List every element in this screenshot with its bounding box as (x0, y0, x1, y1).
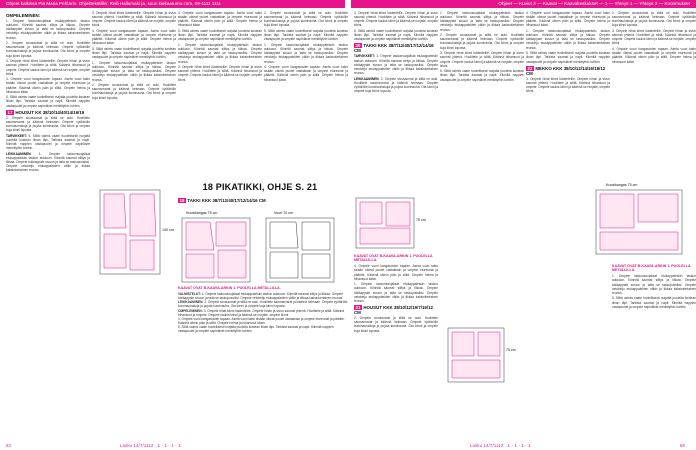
paragraph: 2. Ompele sivusaumat ja silitä ne auki. Huolittele saumanvarat ja käännä helmaan. Ompele vyötärölle kuminauhakuja ja pujota kuminauha. Ota kiinni ja ompele kuja kiinni lopusta. (264, 11, 348, 28)
cutting-layout-22 (536, 182, 686, 258)
diagram-label: Kuosikangas 75 cm (606, 183, 638, 187)
left-page-header: Ohjeet kaikissa Pia Maria Pehtarin. Ohjeittekstillin: Reili Hallamaki ja, suun kiekaatumo.com, 09-1111 1111 (0, 0, 345, 8)
left-page-column-3 (178, 11, 262, 83)
paragraph: 1. Ompele taskunsuojalisat etukappaleisiin taskun aukkoon. Kiinnitä saumat silitys ja tikkaa. Ompele tukikappale sivuun ja taita se taskupussiksi. Ompele vetoketju etukappaleiden väliin ja tikkaa kaksinkertainen reunus. (264, 42, 348, 64)
right-page-column-2 (440, 11, 524, 83)
label: LEIKKAAMINEN: (6, 151, 32, 156)
right-page-column-1: 3. Ompele hihat kiinni kädenteille. Ompele hihan ja sivun saumat yhtenä. Huolittele ja silitä. Käännä hihansuut ja ompele. Ompele kaulus kiinni ja käännä se nurjalle, ompele kiinni. 5. Silitä valmis vaate huolellisesti nurjalta puolelta kostean liinan läpi. Tarkista saumat ja napit. Kiinnitä nappien vastapuolet ja ompele napinlävet merkittyihin kohtiin. 20 TAKKI KKK 38/7/12/40/17/12/14/16 CM TARVIKKEET: 1. Ompele taskunsuojalisat etukappaleisiin taskun aukkoon. Kiinnitä saumat silitys ja tikkaa. Ompele tukikappale sivuun ja taita se taskupussiksi. Ompele vetoketju etukappaleiden väliin ja tikkaa kaksinkertainen reunus. LEIKKAAMINEN: 2. Ompele sivusaumat ja silitä ne auki. Huolittele saumanvarat ja käännä helmaan. Ompele vyötärölle kuminauhakuja ja pujota kuminauha. Ota kiinni ja ompele kuja kiinni lopusta. (354, 11, 439, 94)
paragraph: 3. Ompele hihat kiinni kädenteille. Ompele hihan ja sivun saumat yhtenä. Huolittele ja silitä. Käännä hihansuut ja ompele. Ompele kaulus kiinni ja käännä se nurjalle, ompele kiinni. (178, 65, 262, 82)
diagram-label: Vuori 70 cm (274, 211, 294, 215)
paragraph: 1. Ompele taskunsuojalisat etukappaleisiin taskun aukkoon. Kiinnitä saumat silitys ja tikkaa. Ompele tukikappale sivuun ja taita se taskupussiksi. Ompele vetoketju etukappaleiden väliin ja tikkaa kaksinkertainen reunus. (440, 11, 524, 32)
right-page-header: Ohjeet — Kuviot 3 — Kaavat — Kaavakeskukset — 1 — Yhteys 1 — Yhteys 2 — Koonmukset (351, 0, 696, 8)
paragraph: 1. Ompele taskunsuojalisat etukappaleisiin taskun aukkoon. Kiinnitä saumat silitys ja tikkaa. Ompele tukikappale sivuun ja taita se taskupussiksi. Ompele vetoketju etukappaleiden väliin ja tikkaa kaksinkertainen reunus. (178, 42, 262, 64)
paragraph: 4. Ompele vuori kangasosien tapaan. Aseta vuori takin sisään oikeat puolet vastakkain ja ompele etureunat ja pääntie. Käännä oikein päin ja silitä. Ompele helma ja hihansuut käsin. (6, 77, 90, 94)
cutting-layout-20 (354, 196, 444, 250)
paragraph: 5. Silitä valmis vaate huolellisesti nurjalta puolelta kostean liinan läpi. Tarkista saumat ja napit. Kiinnitä nappien vastapuolet ja ompele napinlävet merkittyihin kohtiin. (6, 133, 90, 151)
paragraph: 3. Ompele hihat kiinni kädenteille. Ompele hihan ja sivun saumat yhtenä. Huolittele ja silitä. Käännä hihansuut ja ompele. Ompele kaulus kiinni ja käännä se nurjalle, ompele kiinni. (440, 51, 524, 68)
cutting-layout-19 (180, 210, 340, 284)
paragraph: 2. Ompele sivusaumat ja silitä ne auki. Huolittele saumanvarat ja käännä helmaan. Ompele vyötärölle kuminauhakuja ja pujota kuminauha. Ota kiinni ja ompele kuja kiinni lopusta. (440, 33, 524, 50)
paragraph: 5. Silitä valmis vaate huolellisesti nurjalta puolelta kostean liinan läpi. Tarkista saumat ja napit. Kiinnitä nappien vastapuolet ja ompele napinlävet merkittyihin kohtiin. (92, 47, 176, 60)
cutting-layout-21 (446, 326, 526, 386)
right-page-number: 65 (680, 443, 686, 448)
paragraph: 3. Ompele hihat kiinni kädenteille. Ompele hihan ja sivun saumat yhtenä. Huolittele ja silitä. Käännä hihansuut ja ompele. Ompele kaulus kiinni ja käännä se nurjalle, ompele kiinni. (354, 11, 438, 28)
left-page-column-4 (264, 11, 348, 83)
paragraph: 5. Silitä valmis vaate huolellisesti nurjalta puolelta kostean liinan läpi. Tarkista saumat ja napit. Kiinnitä nappien vastapuolet ja ompele napinlävet merkittyihin kohtiin. (440, 69, 524, 82)
kaavat-note: KAAVAT OVAT B-KAAVA-ARKIN 1. PUOLELLA METALLILLA. (178, 286, 281, 290)
paragraph: 1. Ompele taskunsuojalisat etukappaleisiin taskun aukkoon. Kiinnitä saumat silitys ja tikkaa. Ompele tukikappale sivuun ja taita se taskupussiksi. Ompele vetoketju etukappaleiden väliin ja tikkaa kaksinkertainen reunus. (92, 60, 176, 82)
paragraph: 4. Ompele vuori kangasosien tapaan. Aseta vuori takin sisään oikeat puolet vastakkain ja ompele etureunat ja pääntie. Käännä oikein päin ja silitä. Ompele helma ja hihansuut käsin. (264, 65, 348, 82)
left-page-number: 63 (6, 443, 12, 448)
paragraph: 3. Ompele hihat kiinni kädenteille. Ompele hihan ja sivun saumat yhtenä. Huolittele ja silitä. Käännä hihansuut ja ompele. Ompele kaulus kiinni ja käännä se nurjalle, ompele kiinni. (92, 11, 176, 28)
right-footer: Lasku 14/7/1112 · 1 · 1 · 1 · 1 (470, 443, 531, 448)
paragraph: 3. Ompele hihat kiinni kädenteille. Ompele hihan ja sivun saumat yhtenä. Huolittele ja silitä. Käännä hihansuut ja ompele. Ompele kaulus kiinni ja käännä se nurjalle, ompele kiinni. (6, 59, 90, 76)
pattern-19: 19 TAKKI KKK 38/7/12/40/17/12/14/16 CM (179, 198, 266, 203)
paragraph: 4. Ompele vuori kangasosien tapaan. Aseta vuori takin sisään oikeat puolet vastakkain ja ompele etureunat ja pääntie. Käännä oikein päin ja silitä. Ompele helma ja hihansuut käsin. (178, 11, 262, 28)
right-page-column-3: 4. Ompele vuori kangasosien tapaan. Aseta vuori takin sisään oikeat puolet vastakkain ja ompele etureunat ja pääntie. Käännä oikein päin ja silitä. Ompele helma ja hihansuut käsin. 1. Ompele taskunsuojalisat etukappaleisiin taskun aukkoon. Kiinnitä saumat silitys ja tikkaa. Ompele tukikappale sivuun ja taita se taskupussiksi. Ompele vetoketju etukappaleiden väliin ja tikkaa kaksinkertainen reunus. 5. Silitä valmis vaate huolellisesti nurjalta puolelta kostean liinan läpi. Tarkista saumat ja napit. Kiinnitä nappien vastapuolet ja ompele napinlävet merkittyihin kohtiin. 22 MEKKO KKK 38/10/12/14/16/19/12 CM 3. Ompele hihat kiinni kädenteille. Ompele hihan ja sivun saumat yhtenä. Huolittele ja silitä. Käännä hihansuut ja ompele. Ompele kaulus kiinni ja käännä se nurjalle, ompele kiinni. (526, 11, 610, 94)
paragraph: 5. Silitä valmis vaate huolellisesti nurjalta puolelta kostean liinan läpi. Tarkista saumat ja napit. Kiinnitä nappien vastapuolet ja ompele napinlävet merkittyihin kohtiin. (526, 51, 610, 64)
section-heading: OMPELEMINEN: (6, 13, 41, 18)
paragraph: 1. Ompele taskunsuojalisat etukappaleisiin taskun aukkoon. Kiinnitä saumat silitys ja tikkaa. Ompele tukikappale sivuun ja taita se taskupussiksi. Ompele vetoketju etukappaleiden väliin ja tikkaa kaksinkertainen reunus. (526, 29, 610, 50)
pattern-18-title: 18 PIKATIKKI, OHJE S. 21 (202, 182, 318, 192)
right-page-column-1b: KAAVAT OVAT B-KAAVA-ARKIN 1. PUOLELLA METALLILLA. 4. Ompele vuori kangasosien tapaan. Aseta vuori takin sisään oikeat puolet vastakkain ja ompele etureunat ja pääntie. Käännä oikein päin ja silitä. Ompele helma ja hihansuut käsin. 1. Ompele taskunsuojalisat etukappaleisiin taskun aukkoon. Kiinnitä saumat silitys ja tikkaa. Ompele tukikappale sivuun ja taita se taskupussiksi. Ompele vetoketju etukappaleiden väliin ja tikkaa kaksinkertainen reunus. 21 HOUSUT KKK 38/10/12/19/7/19/12 CM 2. Ompele sivusaumat ja silitä ne auki. Huolittele saumanvarat ja käännä helmaan. Ompele vyötärölle kuminauhakuja ja pujota kuminauha. Ota kiinni ja ompele kuja kiinni lopusta. (354, 254, 438, 333)
left-page-column-1 (6, 11, 90, 174)
pattern-heading-21: 21 HOUSUT KKK 38/10/12/19/7/19/12 CM (354, 305, 433, 316)
paragraph: 1. Ompele taskunsuojalisat etukappaleisiin taskun aukkoon. Kiinnitä saumat silitys ja tikkaa. Ompele tukikappale sivuun ja taita se taskupussiksi. Ompele vetoketju etukappaleiden väliin ja tikkaa kaksinkertainen reunus. (6, 19, 90, 40)
paragraph: 2. Ompele sivusaumat ja silitä ne auki. Huolittele saumanvarat ja käännä helmaan. Ompele vyötärölle kuminauhakuja ja pujota kuminauha. Ota kiinni ja ompele kuja kiinni lopusta. (6, 115, 90, 133)
diagram-label: 75 cm (416, 218, 426, 222)
left-footer: Lasku 14/7/1112 · 1 · 1 · 1 · 1 (120, 443, 181, 448)
label: TARVIKKEET: (6, 133, 27, 138)
right-page-column-4b: KAAVAT OVAT B-KAAVA-ARKIN 1. PUOLELLA METALLILLA. 1. Ompele taskunsuojalisat etukappaleisiin taskun aukkoon. Kiinnitä saumat silitys ja tikkaa. Ompele tukikappale sivuun ja taita se taskupussiksi. Ompele vetoketju etukappaleiden väliin ja tikkaa kaksinkertainen reunus. 5. Silitä valmis vaate huolellisesti nurjalta puolelta kostean liinan läpi. Tarkista saumat ja napit. Kiinnitä nappien vastapuolet ja ompele napinlävet merkittyihin kohtiin. (612, 264, 696, 309)
diagram-label: 75 cm (506, 348, 516, 352)
paragraph: 5. Silitä valmis vaate huolellisesti nurjalta puolelta kostean liinan läpi. Tarkista saumat ja napit. Kiinnitä nappien vastapuolet ja ompele napinlävet merkittyihin kohtiin. (264, 29, 348, 42)
paragraph: 4. Ompele vuori kangasosien tapaan. Aseta vuori takin sisään oikeat puolet vastakkain ja ompele etureunat ja pääntie. Käännä oikein päin ja silitä. Ompele helma ja hihansuut käsin. (92, 29, 176, 46)
paragraph: 5. Silitä valmis vaate huolellisesti nurjalta puolelta kostean liinan läpi. Tarkista saumat ja napit. Kiinnitä nappien vastapuolet ja ompele napinlävet merkittyihin kohtiin. (6, 95, 90, 108)
diagram-label: Kuosikangas 75 cm (186, 211, 218, 215)
paragraph: 1. Ompele taskunsuojalisat etukappaleisiin taskun aukkoon. Kiinnitä saumat silitys ja tikkaa. Ompele tukikappale sivuun ja taita se taskupussiksi. Ompele vetoketju etukappaleiden väliin ja tikkaa kaksinkertainen reunus. (6, 151, 90, 173)
right-page-column-4 (612, 11, 696, 65)
paragraph: 4. Ompele vuori kangasosien tapaan. Aseta vuori takin sisään oikeat puolet vastakkain ja ompele etureunat ja pääntie. Käännä oikein päin ja silitä. Ompele helma ja hihansuut käsin. (526, 11, 610, 28)
pattern-heading-22: 22 MEKKO KKK 38/10/12/14/16/19/12 CM (526, 65, 606, 76)
pattern-heading-17: 17 HOUSUT KK 38/10/14/40/14/16/19 (7, 109, 85, 115)
paragraph: 2. Ompele sivusaumat ja silitä ne auki. Huolittele saumanvarat ja käännä helmaan. Ompele vyötärölle kuminauhakuja ja pujota kuminauha. Ota kiinni ja ompele kuja kiinni lopusta. (612, 11, 696, 28)
cutting-layout-17 (96, 188, 176, 276)
paragraph: 5. Silitä valmis vaate huolellisesti nurjalta puolelta kostean liinan läpi. Tarkista saumat ja napit. Kiinnitä nappien vastapuolet ja ompele napinlävet merkittyihin kohtiin. (178, 29, 262, 42)
diagram-label: 140 cm (162, 228, 174, 232)
paragraph: 5. Silitä valmis vaate huolellisesti nurjalta puolelta kostean liinan läpi. Tarkista saumat ja napit. Kiinnitä nappien vastapuolet ja ompele napinlävet merkittyihin kohtiin. (354, 29, 438, 42)
pattern-19-text: VALMISTELUT: 1. Ompele taskunsuojalisat etukappaleisiin taskun aukkoon. Kiinnitä saumat silitys ja tikkaa. Ompele tukikappale sivuun ja taita se taskupussiksi. Ompele vetoketju etukappaleiden väliin ja tikkaa kaksinkertainen reunus. LEIKKAAMINEN: 2. Ompele sivusaumat ja silitä ne auki. Huolittele saumanvarat ja käännä helmaan. Ompele vyötärölle kuminauhakuja ja pujota kuminauha. Ota kiinni ja ompele kuja kiinni lopusta. OMPELEMINEN: 3. Ompele hihat kiinni kädenteille. Ompele hihan ja sivun saumat yhtenä. Huolittele ja silitä. Käännä hihansuut ja ompele. Ompele kaulus kiinni ja käännä se nurjalle, ompele kiinni. 4. Ompele vuori kangasosien tapaan. Aseta vuori takin sisään oikeat puolet vastakkain ja ompele etureunat ja pääntie. Käännä oikein päin ja silitä. Ompele helma ja hihansuut käsin. 5. Silitä valmis vaate huolellisesti nurjalta puolelta kostean liinan läpi. Tarkista saumat ja napit. Kiinnitä nappien vastapuolet ja ompele napinlävet merkittyihin kohtiin. (178, 292, 348, 334)
paragraph: 2. Ompele sivusaumat ja silitä ne auki. Huolittele saumanvarat ja käännä helmaan. Ompele vyötärölle kuminauhakuja ja pujota kuminauha. Ota kiinni ja ompele kuja kiinni lopusta. (92, 83, 176, 100)
paragraph: 2. Ompele sivusaumat ja silitä ne auki. Huolittele saumanvarat ja käännä helmaan. Ompele vyötärölle kuminauhakuja ja pujota kuminauha. Ota kiinni ja ompele kuja kiinni lopusta. (6, 41, 90, 58)
pattern-heading-20: 20 TAKKI KKK 38/7/12/40/17/12/14/16 CM (354, 43, 434, 54)
left-page-column-2 (92, 11, 176, 101)
paragraph: 4. Ompele vuori kangasosien tapaan. Aseta vuori takin sisään oikeat puolet vastakkain ja ompele etureunat ja pääntie. Käännä oikein päin ja silitä. Ompele helma ja hihansuut käsin. (612, 47, 696, 64)
paragraph: 3. Ompele hihat kiinni kädenteille. Ompele hihan ja sivun saumat yhtenä. Huolittele ja silitä. Käännä hihansuut ja ompele. Ompele kaulus kiinni ja käännä se nurjalle, ompele kiinni. (612, 29, 696, 46)
